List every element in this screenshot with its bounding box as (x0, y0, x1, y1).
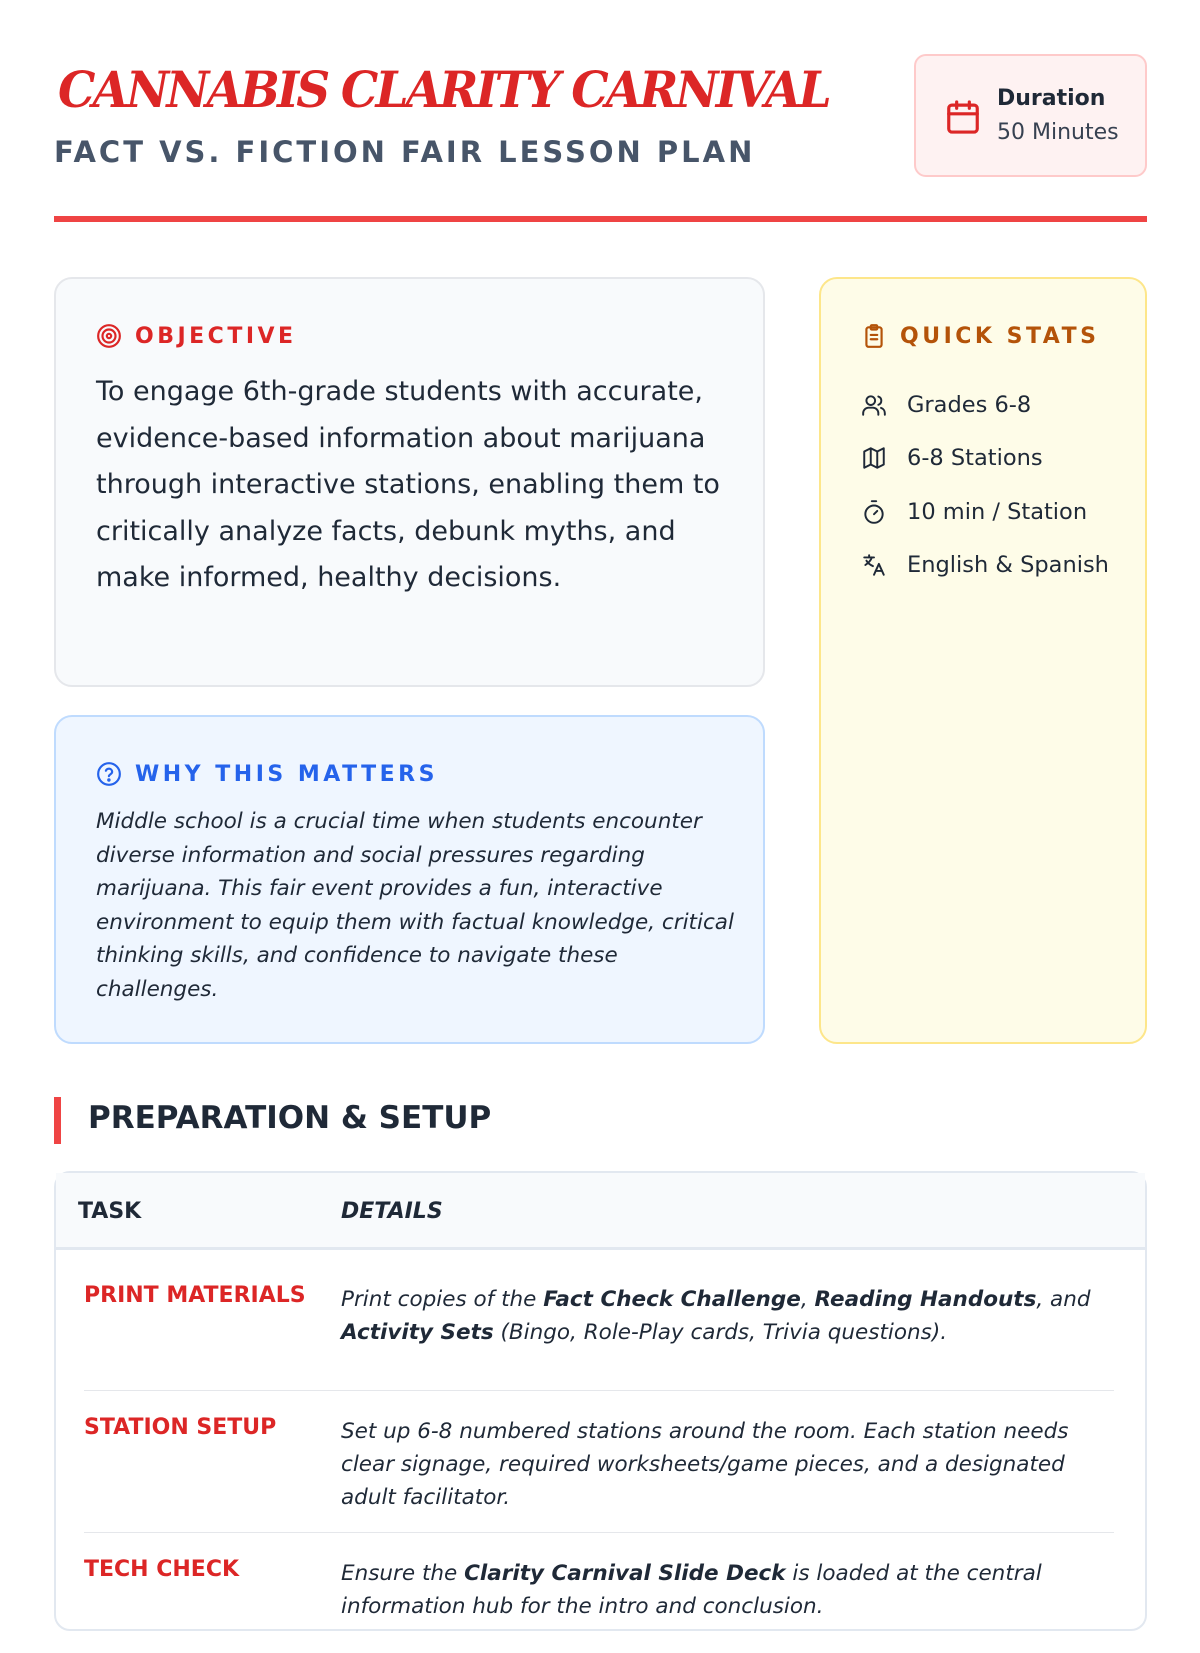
task-cell: STATION SETUP (84, 1415, 277, 1440)
why-heading-row (96, 761, 438, 787)
objective-text: To engage 6th-grade students with accurate, evidence-based information about marijuana through interactive stations, enabling them to critically analyze facts, debunk myths, and make informed, healthy decisions. (96, 376, 720, 593)
translate-icon (861, 552, 887, 578)
table-row (84, 1283, 1114, 1391)
details-text: , (800, 1287, 815, 1312)
why-text: Middle school is a crucial time when students encounter diverse information and social pressures regarding marijuana. This fair event provides a fun, interactive environment to equip them with factual knowledge, critical thinking skills, and confidence to navigate these challenges. (96, 809, 734, 1002)
stat-stations (861, 432, 1141, 486)
section-title: PREPARATION & SETUP (88, 1100, 492, 1136)
stats-heading: QUICK STATS (900, 323, 1100, 349)
details-emphasis: Reading Handouts (814, 1287, 1037, 1312)
lesson-plan-page (54, 0, 1147, 1619)
table-row (84, 1533, 1114, 1653)
header-divider (54, 216, 1147, 222)
details-emphasis: Fact Check Challenge (543, 1287, 801, 1312)
details-text: , and (1036, 1287, 1091, 1312)
task-cell: TECH CHECK (84, 1557, 240, 1582)
map-icon (861, 445, 887, 471)
stat-languages (861, 539, 1141, 593)
objective-heading: OBJECTIVE (135, 323, 297, 349)
why-heading: WHY THIS MATTERS (135, 761, 438, 787)
stat-label: 6-8 Stations (907, 445, 1043, 472)
details-cell (341, 1415, 1101, 1514)
objective-heading-row (96, 323, 297, 349)
clipboard-icon (861, 323, 887, 349)
duration-card (914, 54, 1147, 177)
why-this-matters-card (54, 715, 765, 1044)
details-text: Set up 6-8 numbered stations around the room. Each station needs clear signage, required worksheets/game pieces, and a designated adult facilitator. (341, 1419, 1069, 1510)
page-title: CANNABIS CLARITY CARNIVAL (58, 60, 829, 119)
page-subtitle: FACT VS. FICTION FAIR LESSON PLAN (54, 135, 756, 169)
duration-label: Duration (997, 86, 1106, 111)
header (54, 0, 1147, 224)
table-header (56, 1173, 1145, 1250)
section-accent-bar (54, 1097, 61, 1144)
details-text: Print copies of the (341, 1287, 544, 1312)
stat-grades (861, 378, 1141, 432)
preparation-table (54, 1171, 1147, 1631)
details-cell (341, 1283, 1101, 1349)
quick-stats-card (819, 277, 1147, 1044)
duration-value: 50 Minutes (997, 120, 1119, 145)
stat-label: English & Spanish (907, 552, 1109, 579)
stats-list (861, 378, 1141, 592)
question-circle-icon (96, 761, 122, 787)
details-cell (341, 1557, 1101, 1623)
details-text: (Bingo, Role-Play cards, Trivia questions). (493, 1320, 948, 1345)
details-emphasis: Clarity Carnival Slide Deck (464, 1561, 786, 1586)
details-text: Ensure the (341, 1561, 465, 1586)
column-header-task: TASK (78, 1199, 142, 1224)
stat-label: Grades 6-8 (907, 391, 1032, 418)
table-row (84, 1391, 1114, 1533)
timer-icon (861, 499, 887, 525)
calendar-icon (944, 98, 982, 136)
column-header-details: DETAILS (341, 1199, 443, 1224)
stat-label: 10 min / Station (907, 498, 1088, 525)
target-icon (96, 323, 122, 349)
details-emphasis: Activity Sets (341, 1320, 494, 1345)
users-icon (861, 392, 887, 418)
task-cell: PRINT MATERIALS (84, 1283, 306, 1308)
objective-card (54, 277, 765, 687)
details-text: is loaded at the central information hub for the intro and conclusion. (341, 1561, 1042, 1619)
stats-heading-row (861, 323, 1099, 349)
stat-time (861, 485, 1141, 539)
